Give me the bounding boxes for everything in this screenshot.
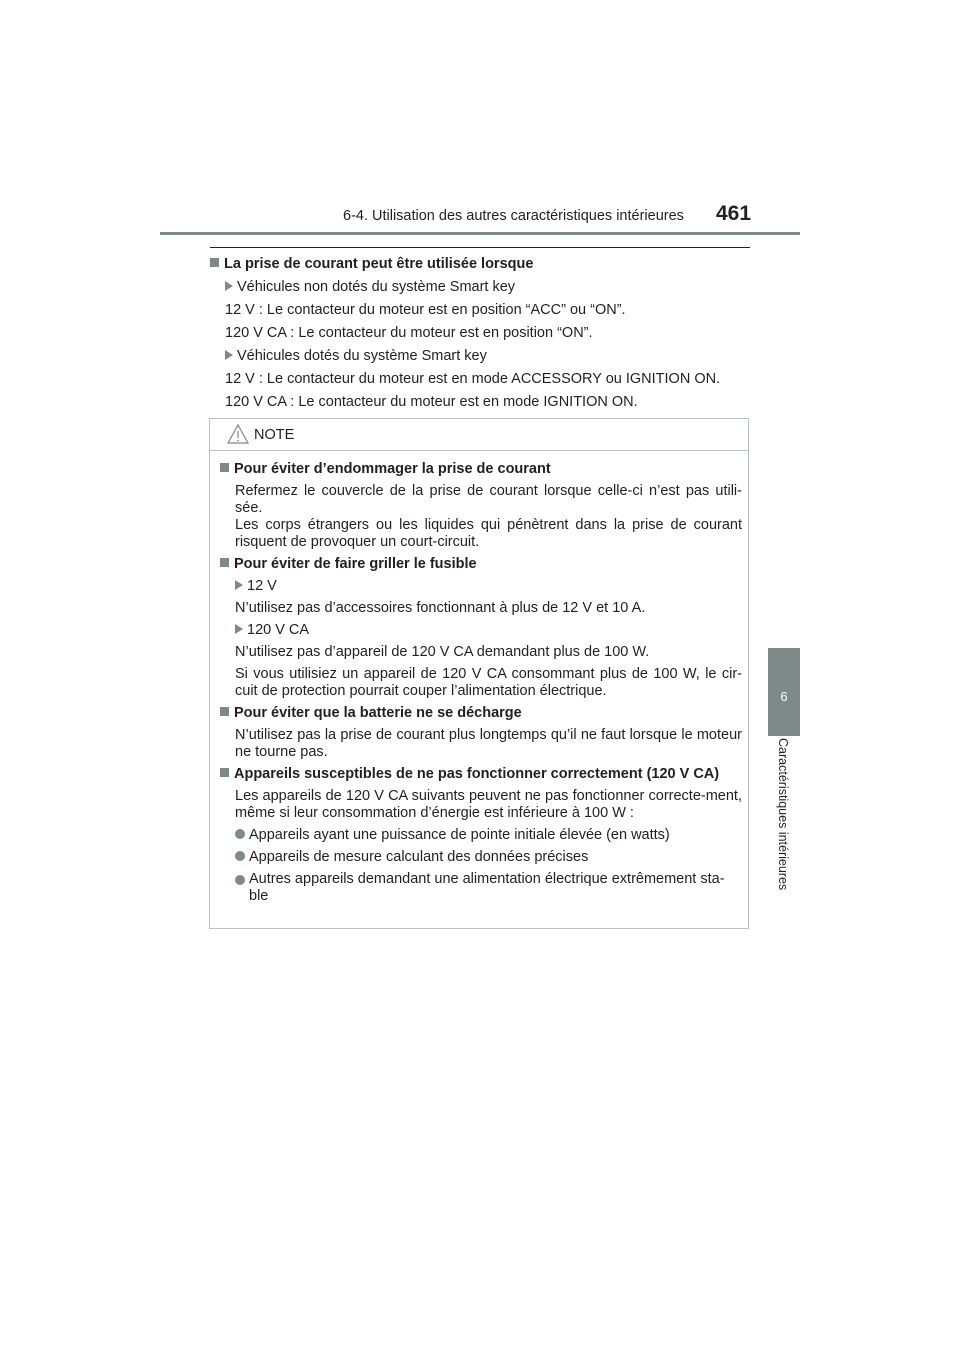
circle-bullet-icon (235, 829, 245, 839)
square-bullet-icon (220, 463, 229, 472)
subheading-smart-key: Véhicules dotés du système Smart key (210, 348, 755, 365)
circle-bullet-icon (235, 851, 245, 861)
note-box (209, 418, 749, 929)
triangle-bullet-icon (225, 350, 233, 360)
subheading-no-smart-key: Véhicules non dotés du système Smart key (210, 279, 755, 296)
section-heading: La prise de courant peut être utilisée lorsque (210, 256, 755, 273)
text-line: 12 V : Le contacteur du moteur est en position “ACC” ou “ON”. (225, 302, 626, 318)
note-text: N’utilisez pas d’accessoires fonctionnant à plus de 12 V et 10 A. (235, 600, 646, 616)
note-text: N’utilisez pas la prise de courant plus longtemps qu’il ne faut lorsque le moteur ne tourne pas. (235, 727, 742, 760)
chapter-label-tab (768, 736, 800, 926)
note-subheading: 120 V CA (220, 622, 742, 639)
header-title: 6-4. Utilisation des autres caractéristiques intérieures (343, 208, 684, 224)
list-item: Autres appareils demandant une alimentation électrique extrêmement sta-ble (220, 871, 742, 905)
section-rule (210, 247, 750, 248)
triangle-bullet-icon (235, 580, 243, 590)
note-item-heading: Pour éviter que la batterie ne se décharge (220, 705, 742, 722)
note-text: Si vous utilisiez un appareil de 120 V CA consommant plus de 100 W, le cir-cuit de protection pourrait couper l’alimentation électrique. (235, 666, 742, 699)
square-bullet-icon (220, 558, 229, 567)
note-body (220, 461, 742, 910)
triangle-bullet-icon (225, 281, 233, 291)
chapter-number: 6 (780, 689, 788, 704)
text-line: 12 V : Le contacteur du moteur est en mode ACCESSORY ou IGNITION ON. (225, 371, 721, 387)
square-bullet-icon (210, 258, 219, 267)
note-text: Les corps étrangers ou les liquides qui pénètrent dans la prise de courant risquent de provoquer un court-circuit. (235, 517, 742, 550)
note-subheading: 12 V (220, 578, 742, 595)
text-line: 120 V CA : Le contacteur du moteur est en mode IGNITION ON. (225, 394, 638, 410)
note-item-heading: Pour éviter d’endommager la prise de courant (220, 461, 742, 478)
list-item: Appareils de mesure calculant des données précises (220, 849, 742, 866)
square-bullet-icon (220, 707, 229, 716)
note-title: NOTE (254, 427, 295, 443)
note-item-heading: Appareils susceptibles de ne pas fonctionner correctement (120 V CA) (220, 766, 742, 783)
note-text: Refermez le couvercle de la prise de courant lorsque celle-ci n’est pas utili-sée. (235, 483, 742, 516)
square-bullet-icon (220, 768, 229, 777)
triangle-bullet-icon (235, 624, 243, 634)
page-number: 461 (716, 202, 752, 225)
chapter-tab (768, 648, 800, 736)
list-item: Appareils ayant une puissance de pointe initiale élevée (en watts) (220, 827, 742, 844)
note-item-heading: Pour éviter de faire griller le fusible (220, 556, 742, 573)
note-text: N’utilisez pas d’appareil de 120 V CA demandant plus de 100 W. (235, 644, 650, 660)
note-header (210, 419, 748, 451)
section-content (210, 256, 755, 417)
note-text: Les appareils de 120 V CA suivants peuvent ne pas fonctionner correcte-ment, même si leur consommation d’énergie est inférieure à 100 W : (235, 788, 742, 821)
chapter-title: Caractéristiques intérieures (776, 738, 790, 891)
header-rule (160, 232, 800, 235)
text-line: 120 V CA : Le contacteur du moteur est en position “ON”. (225, 325, 593, 341)
circle-bullet-icon (235, 875, 245, 885)
warning-triangle-icon (227, 424, 249, 444)
